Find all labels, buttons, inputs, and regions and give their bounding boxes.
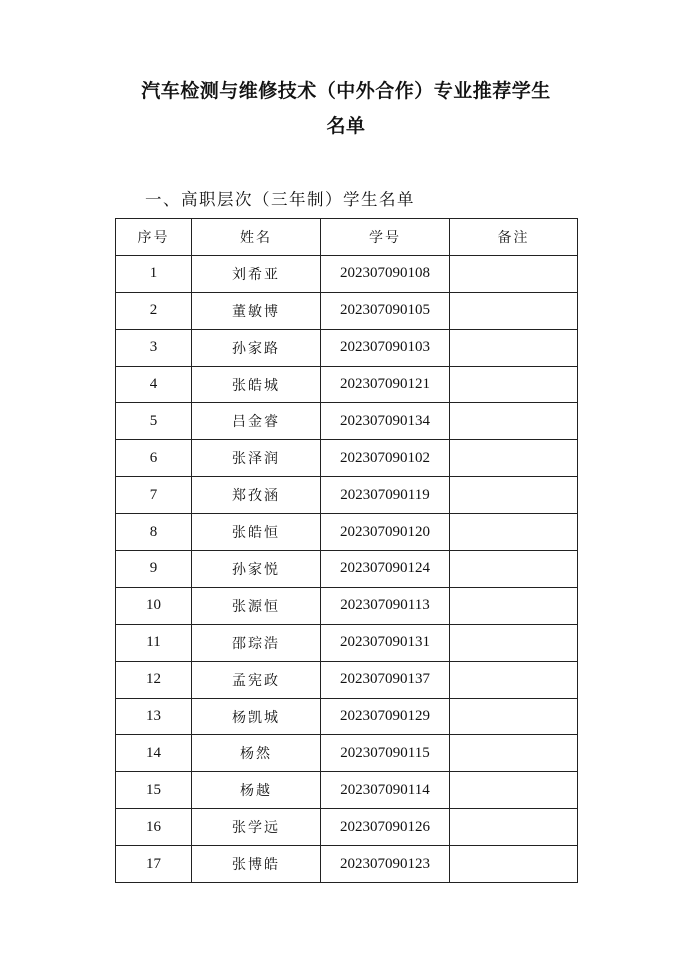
remarks-cell — [450, 292, 578, 329]
remarks-cell — [450, 255, 578, 292]
header-student-id: 学号 — [321, 219, 450, 256]
seq-cell: 8 — [116, 514, 192, 551]
header-remarks: 备注 — [450, 219, 578, 256]
seq-cell: 7 — [116, 477, 192, 514]
student-id-cell: 202307090103 — [321, 329, 450, 366]
student-id-cell: 202307090126 — [321, 809, 450, 846]
seq-cell: 16 — [116, 809, 192, 846]
table-row — [116, 846, 578, 883]
seq-cell: 17 — [116, 846, 192, 883]
seq-cell: 12 — [116, 661, 192, 698]
remarks-cell — [450, 329, 578, 366]
student-id-cell: 202307090134 — [321, 403, 450, 440]
name-cell: 吕金睿 — [192, 403, 321, 440]
student-id-cell: 202307090131 — [321, 624, 450, 661]
table-row — [116, 329, 578, 366]
remarks-cell — [450, 624, 578, 661]
name-cell: 郑孜涵 — [192, 477, 321, 514]
student-id-cell: 202307090115 — [321, 735, 450, 772]
section-heading: 一、高职层次（三年制）学生名单 — [145, 190, 415, 209]
remarks-cell — [450, 440, 578, 477]
document-title: 汽车检测与维修技术（中外合作）专业推荐学生 — [141, 80, 551, 102]
name-cell: 杨越 — [192, 772, 321, 809]
seq-cell: 3 — [116, 329, 192, 366]
remarks-cell — [450, 698, 578, 735]
table-row — [116, 292, 578, 329]
table-row — [116, 661, 578, 698]
name-cell: 董敏博 — [192, 292, 321, 329]
table-row — [116, 440, 578, 477]
seq-cell: 13 — [116, 698, 192, 735]
remarks-cell — [450, 477, 578, 514]
remarks-cell — [450, 809, 578, 846]
student-id-cell: 202307090121 — [321, 366, 450, 403]
seq-cell: 10 — [116, 587, 192, 624]
student-id-cell: 202307090114 — [321, 772, 450, 809]
seq-cell: 5 — [116, 403, 192, 440]
name-cell: 孙家路 — [192, 329, 321, 366]
student-table — [115, 218, 578, 883]
table-row — [116, 587, 578, 624]
remarks-cell — [450, 735, 578, 772]
seq-cell: 14 — [116, 735, 192, 772]
name-cell: 张博皓 — [192, 846, 321, 883]
remarks-cell — [450, 514, 578, 551]
name-cell: 邵琮浩 — [192, 624, 321, 661]
name-cell: 杨然 — [192, 735, 321, 772]
table-row — [116, 514, 578, 551]
name-cell: 张学远 — [192, 809, 321, 846]
name-cell: 张皓城 — [192, 366, 321, 403]
student-id-cell: 202307090124 — [321, 551, 450, 588]
student-id-cell: 202307090105 — [321, 292, 450, 329]
seq-cell: 11 — [116, 624, 192, 661]
table-row — [116, 735, 578, 772]
remarks-cell — [450, 661, 578, 698]
remarks-cell — [450, 366, 578, 403]
table-row — [116, 772, 578, 809]
student-id-cell: 202307090137 — [321, 661, 450, 698]
name-cell: 张皓恒 — [192, 514, 321, 551]
table-row — [116, 624, 578, 661]
document-title-continuation: 名单 — [326, 115, 366, 137]
seq-cell: 1 — [116, 255, 192, 292]
student-id-cell: 202307090119 — [321, 477, 450, 514]
table-row — [116, 366, 578, 403]
remarks-cell — [450, 587, 578, 624]
remarks-cell — [450, 772, 578, 809]
table-row — [116, 255, 578, 292]
remarks-cell — [450, 846, 578, 883]
student-id-cell: 202307090102 — [321, 440, 450, 477]
name-cell: 张源恒 — [192, 587, 321, 624]
remarks-cell — [450, 551, 578, 588]
header-seq: 序号 — [116, 219, 192, 256]
seq-cell: 9 — [116, 551, 192, 588]
name-cell: 孟宪政 — [192, 661, 321, 698]
name-cell: 刘希亚 — [192, 255, 321, 292]
name-cell: 杨凯城 — [192, 698, 321, 735]
student-id-cell: 202307090113 — [321, 587, 450, 624]
student-id-cell: 202307090108 — [321, 255, 450, 292]
seq-cell: 15 — [116, 772, 192, 809]
student-id-cell: 202307090120 — [321, 514, 450, 551]
seq-cell: 6 — [116, 440, 192, 477]
table-row — [116, 403, 578, 440]
table-row — [116, 551, 578, 588]
remarks-cell — [450, 403, 578, 440]
header-name: 姓名 — [192, 219, 321, 256]
table-row — [116, 698, 578, 735]
table-row — [116, 477, 578, 514]
name-cell: 孙家悦 — [192, 551, 321, 588]
student-id-cell: 202307090129 — [321, 698, 450, 735]
seq-cell: 2 — [116, 292, 192, 329]
student-id-cell: 202307090123 — [321, 846, 450, 883]
name-cell: 张泽润 — [192, 440, 321, 477]
table-row — [116, 809, 578, 846]
table-header-row — [116, 219, 578, 256]
seq-cell: 4 — [116, 366, 192, 403]
